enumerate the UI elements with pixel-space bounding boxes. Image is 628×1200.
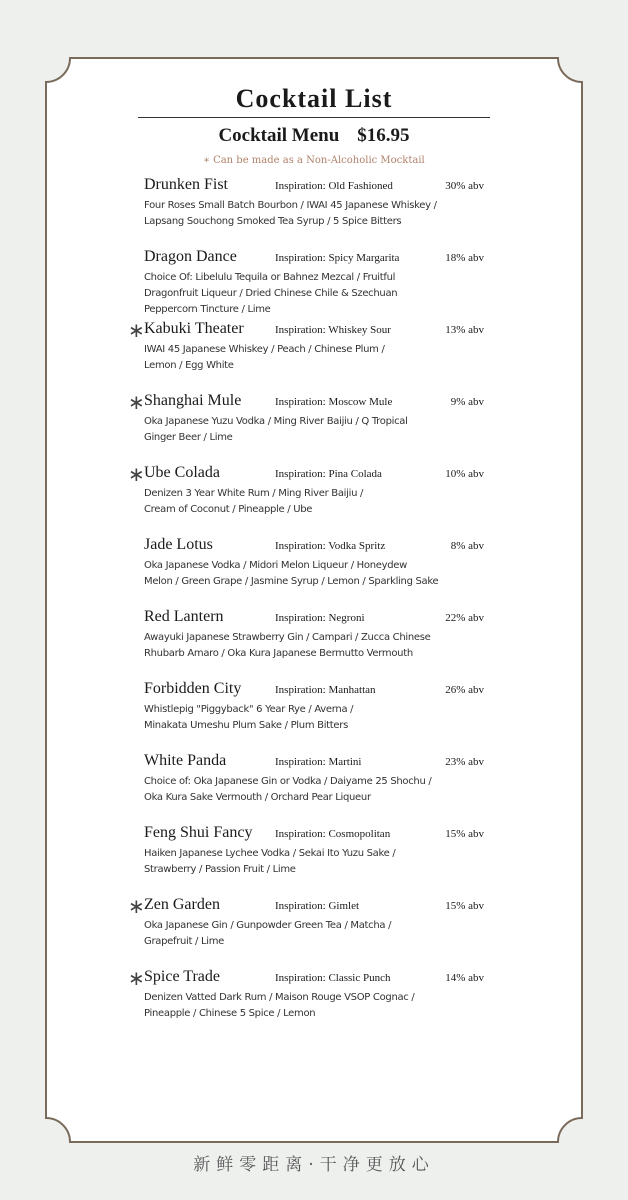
ingredient-line: IWAI 45 Japanese Whiskey / Peach / Chinese Plum / xyxy=(144,344,385,355)
cocktail-item xyxy=(46,824,582,896)
ingredient-line: Oka Japanese Gin / Gunpowder Green Tea / Matcha / xyxy=(144,920,392,931)
cocktail-name: Red Lantern xyxy=(144,608,224,625)
cocktail-inspiration: Inspiration: Spicy Margarita xyxy=(275,252,400,264)
ingredient-line: Rhubarb Amaro / Oka Kura Japanese Bermutto Vermouth xyxy=(144,648,413,659)
subtitle-label: Cocktail Menu xyxy=(218,125,340,146)
ingredient-line: Oka Japanese Vodka / Midori Melon Liqueur / Honeydew xyxy=(144,560,407,571)
cocktail-abv: 23% abv xyxy=(445,756,484,768)
menu-price: $16.95 xyxy=(357,125,410,146)
mocktail-star-icon: ∗ xyxy=(128,966,145,990)
cocktail-ingredients xyxy=(144,702,474,734)
cocktail-item xyxy=(46,176,582,248)
menu-subtitle xyxy=(46,125,582,147)
ingredient-line: Denizen Vatted Dark Rum / Maison Rouge VSOP Cognac / xyxy=(144,992,415,1003)
cocktail-name: Drunken Fist xyxy=(144,176,228,193)
footer-slogan: 新鲜零距离·干净更放心 xyxy=(193,1155,435,1175)
cocktail-inspiration: Inspiration: Vodka Spritz xyxy=(275,540,386,552)
cocktail-abv: 18% abv xyxy=(445,252,484,264)
cocktail-ingredients xyxy=(144,198,474,230)
cocktail-inspiration: Inspiration: Negroni xyxy=(275,612,365,624)
cocktail-name: Shanghai Mule xyxy=(144,392,242,409)
ingredient-line: Four Roses Small Batch Bourbon / IWAI 45 Japanese Whiskey / xyxy=(144,200,437,211)
ingredient-line: Minakata Umeshu Plum Sake / Plum Bitters xyxy=(144,720,348,731)
mocktail-star-icon: ∗ xyxy=(128,318,145,342)
cocktail-abv: 15% abv xyxy=(445,828,484,840)
cocktail-abv: 14% abv xyxy=(445,972,484,984)
cocktail-item xyxy=(46,464,582,536)
cocktail-inspiration: Inspiration: Classic Punch xyxy=(275,972,391,984)
cocktail-item xyxy=(46,320,582,392)
ingredient-line: Awayuki Japanese Strawberry Gin / Campari / Zucca Chinese xyxy=(144,632,431,643)
cocktail-inspiration: Inspiration: Pina Colada xyxy=(275,468,382,480)
cocktail-inspiration: Inspiration: Moscow Mule xyxy=(275,396,393,408)
cocktail-ingredients xyxy=(144,846,474,878)
cocktail-inspiration: Inspiration: Whiskey Sour xyxy=(275,324,391,336)
cocktail-abv: 8% abv xyxy=(450,540,484,552)
cocktail-name: Spice Trade xyxy=(144,968,220,985)
cocktail-ingredients xyxy=(144,774,474,806)
ingredient-line: Denizen 3 Year White Rum / Ming River Baijiu / xyxy=(144,488,364,499)
mocktail-note-text: Can be made as a Non-Alcoholic Mocktail xyxy=(213,155,425,166)
cocktail-item xyxy=(46,608,582,680)
ingredient-line: Lapsang Souchong Smoked Tea Syrup / 5 Spice Bitters xyxy=(144,216,402,227)
ingredient-line: Cream of Coconut / Pineapple / Ube xyxy=(144,504,313,515)
mocktail-note xyxy=(46,155,582,166)
cocktail-name: Zen Garden xyxy=(144,896,220,913)
cocktail-ingredients xyxy=(144,630,474,662)
ingredient-line: Choice Of: Libelulu Tequila or Bahnez Mezcal / Fruitful xyxy=(144,272,396,283)
menu-card xyxy=(46,58,582,1144)
cocktail-abv: 15% abv xyxy=(445,900,484,912)
ingredient-line: Haiken Japanese Lychee Vodka / Sekai Ito Yuzu Sake / xyxy=(144,848,396,859)
cocktail-item xyxy=(46,248,582,320)
mocktail-star-icon: ∗ xyxy=(128,462,145,486)
mocktail-star-icon: ∗ xyxy=(128,390,145,414)
ingredient-line: Dragonfruit Liqueur / Dried Chinese Chile & Szechuan xyxy=(144,288,398,299)
cocktail-name: Forbidden City xyxy=(144,680,242,697)
cocktail-name: Kabuki Theater xyxy=(144,320,244,337)
cocktail-abv: 9% abv xyxy=(450,396,484,408)
ingredient-line: Oka Kura Sake Vermouth / Orchard Pear Liqueur xyxy=(144,792,371,803)
cocktail-name: Feng Shui Fancy xyxy=(144,824,253,841)
cocktail-ingredients xyxy=(144,414,474,446)
ingredient-line: Melon / Green Grape / Jasmine Syrup / Lemon / Sparkling Sake xyxy=(144,576,439,587)
cocktail-ingredients xyxy=(144,486,474,518)
ingredient-line: Choice of: Oka Japanese Gin or Vodka / Daiyame 25 Shochu / xyxy=(144,776,432,787)
cocktail-ingredients xyxy=(144,558,474,590)
cocktail-item xyxy=(46,392,582,464)
menu-title: Cocktail List xyxy=(235,84,393,113)
cocktail-item xyxy=(46,680,582,752)
cocktail-inspiration: Inspiration: Gimlet xyxy=(275,900,360,912)
cocktail-name: Ube Colada xyxy=(144,464,220,481)
cocktail-abv: 13% abv xyxy=(445,324,484,336)
ingredient-line: Grapefruit / Lime xyxy=(144,936,225,947)
cocktail-name: White Panda xyxy=(144,752,227,769)
ingredient-line: Ginger Beer / Lime xyxy=(144,432,233,443)
mocktail-star-icon: ∗ xyxy=(128,894,145,918)
cocktail-ingredients xyxy=(144,342,474,374)
cocktail-ingredients xyxy=(144,990,474,1022)
cocktail-item xyxy=(46,968,582,1040)
cocktail-name: Jade Lotus xyxy=(144,536,213,553)
cocktail-item xyxy=(46,536,582,608)
cocktail-abv: 10% abv xyxy=(445,468,484,480)
ingredient-line: Oka Japanese Yuzu Vodka / Ming River Baijiu / Q Tropical xyxy=(144,416,408,427)
cocktail-name: Dragon Dance xyxy=(144,248,237,265)
title-divider xyxy=(138,117,490,118)
cocktail-item xyxy=(46,752,582,824)
ingredient-line: Strawberry / Passion Fruit / Lime xyxy=(144,864,296,875)
ingredient-line: Lemon / Egg White xyxy=(144,360,234,371)
ingredient-line: Pineapple / Chinese 5 Spice / Lemon xyxy=(144,1008,316,1019)
ingredient-line: Peppercorn Tincture / Lime xyxy=(144,304,271,315)
cocktail-list xyxy=(46,176,582,1040)
cocktail-abv: 26% abv xyxy=(445,684,484,696)
cocktail-inspiration: Inspiration: Manhattan xyxy=(275,684,376,696)
cocktail-inspiration: Inspiration: Old Fashioned xyxy=(275,180,393,192)
cocktail-inspiration: Inspiration: Martini xyxy=(275,756,362,768)
cocktail-ingredients xyxy=(144,918,474,950)
cocktail-item xyxy=(46,896,582,968)
cocktail-inspiration: Inspiration: Cosmopolitan xyxy=(275,828,391,840)
cocktail-abv: 30% abv xyxy=(445,180,484,192)
mocktail-star-icon: ∗ xyxy=(203,155,211,166)
ingredient-line: Whistlepig "Piggyback" 6 Year Rye / Averna / xyxy=(144,704,354,715)
cocktail-ingredients xyxy=(144,270,474,318)
cocktail-abv: 22% abv xyxy=(445,612,484,624)
